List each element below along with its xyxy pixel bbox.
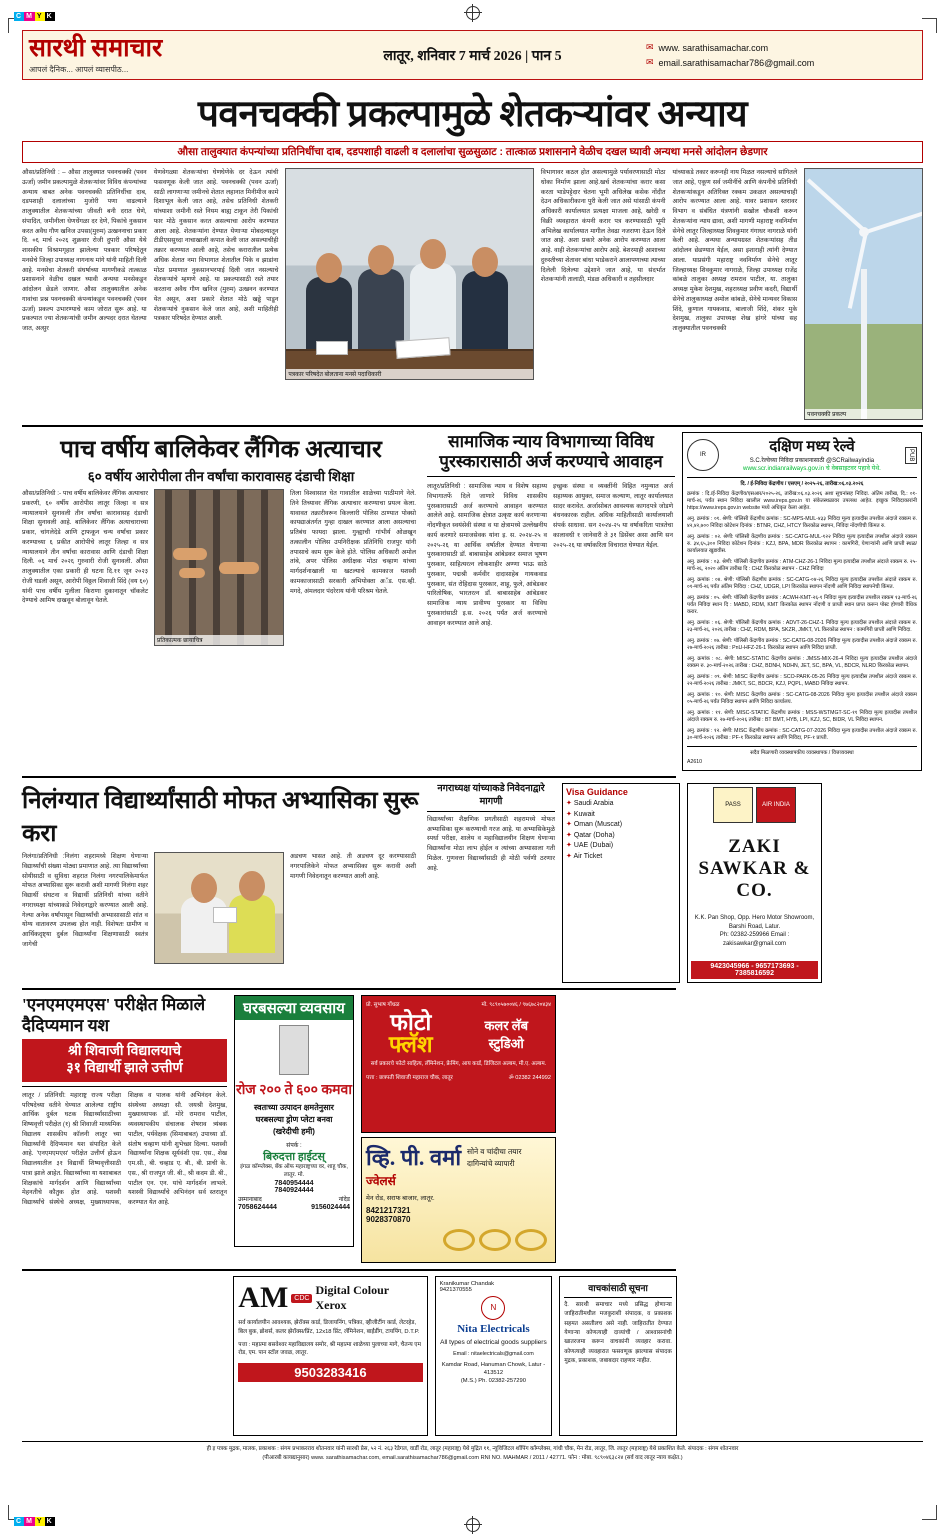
vpv-address: मेन रोड, सराफ बाजार, लातूर. — [366, 1195, 435, 1203]
ghar-city-3: नांदेड — [338, 1196, 350, 1203]
railway-intro: क्रमांक : दि./ई-निविदा केंद्रणीय/एसआर/२०२५-२६, तारीख:०६.०३.२०२६ अशा सूचनांसह निविदा. अंतिम तारीख, दि.: ०१-मार्च-२६ पर्यंत स्थान निविदा खालील www.ireps.gov.in या संकेतस्थळावर उपलब्ध आहेत. इच्छुक निविदाकारांनी https://www.ireps.gov.in website मध्ये अधिकृत केला आहेत. — [687, 490, 917, 511]
bullet-icon: ✦ — [566, 800, 572, 808]
railway-item: अनु. क्रमांक : ०१. श्रेणी: पॉलिसी केंद्रणीय क्रमांक : SC-MPS-MUL-४३३ निविदा मूल्य इत्यादीस तपशील अंदाजे रक्कम रु. ४२,४२,७०० निविदा कोटेशन दिनांक : BTNR, CHZ, HTCY किरकोळ स्थापन, निविदा नोंदणीची किंमत रु. — [687, 515, 917, 529]
cmyk-y-bottom: Y — [36, 1518, 43, 1525]
cmyk-m: M — [26, 13, 33, 20]
lamp-icon: N — [481, 1296, 505, 1320]
assault-col-1: औसा/प्रतिनिधी :- पाच वर्षीय बालिकेवर लैंगिक अत्याचार प्रकरणी, ६० वर्षीय आरोपीस लातूर जिल्हा व सत्र न्यायालयाने सुनावली तीन वर्षांचा कारावासह दंडाची शिक्षा सुनावली आहे. बालिकेवर लैंगिक अत्याचाराच्या प्रकार, चांगलेदेडे आणि ट्राफकून चन्य वर्षांचा प्रकार करण्याच्या ६ प्रकीत आरोपीचे लातूर जिल्हा व सत्र न्यायालयाने तीन वर्षांचा कारावास आणि दंडाची शिक्षा दिली. ०६ मार्च २०२६ गुरुवारी रोजी सुनावली. औसा तालुक्यातील एका प्रकारी ही घटना दि.११ जून २०२३ रोजी घडली असून, आरोपी विठ्ठल शिवाजी सिंदे (वय ६०) यांनी पाच वर्षीय मुलीला किराणा दुकानातून चॉकलेट देण्याचे आमिष दाखवून बोलावून घेतले. — [22, 490, 148, 605]
social-col-2: इच्छुक संस्था व व्यक्तींनी विहित नमुन्यात अर्ज सहाय्यक आयुक्त, समाज कल्याण, लातूर कार्यालयात सादर करावेत. अर्जासोबत आवश्यक कागदपत्रे जोडणे बंधनकारक राहील. अधिक माहितीसाठी कार्यालयाशी संपर्क साधावा. सन २०२४-२५ या वर्षाकरिता पात्रतेचा कालावधी १ जानेवारी ते ३१ डिसेंबर असा आणि सन २०२५-२६ या वर्षाकरिता विचारात घेण्यात येईल. — [553, 483, 673, 549]
memorandum-photo — [154, 852, 284, 964]
jail-photo-caption: प्रतिकात्मक छायाचित्र — [155, 635, 283, 645]
lead-col-4: यांच्याकडे तकार करूनही नाय मिळत नसल्याचे सांगितले जात आहे, एकूण सर्व जमीनींचे आणि कंपनीचे प्रतिनिधी शेतकऱ्यांकडून अतिरिक्त रक्कम उकळत असल्याचाही आरोप करण्यात आला आहे. यावर प्रशासन स्तरावर विभाग व संबंधित यंत्रणांनी सखोल चौकशी करून शेतकऱ्यांना न्याय द्यावा, अशी मागणी महाराष्ट्र नवनिर्माण सेनेचे लातूर जिल्हाध्यक्ष शिवकुमार गंगाधर नागराळे यांनी केली आहे. अन्यथा अन्यायग्रस्त शेतकऱ्यांसह तीव्र आंदोलन छेडण्यात येईल, असा इशाराही त्यांनी देण्यात आला. याप्रसंगी महाराष्ट्र नवनिर्माण सेनेचे लातूर जिल्हाध्यक्ष शिवकुमार नागराळे, जिल्हा उपाध्यक्ष राजेंद्र कांबळे तालुका अध्यक्ष रामराव पाटील, या. तालुका अध्यक्ष मुकेश देशमुख, शहराध्यक्ष प्रवीण कदरी, विद्यार्थी सेनेचे तालुकाध्यक्ष अमोल कांबळे, सेनेचे मान्यवर विकास शिंदे, कुणाल गायकवाड, बालाजी शिंदे, शंकर मुके देशमुख, तालुका उपाध्यक्ष शेख हांगरे यांच्या सह तालुक्यातील पवनचक्की — [672, 169, 798, 332]
nmms-headline: 'एनएमएमएस' परीक्षेत मिळाले दैदिप्यमान यश — [22, 995, 206, 1035]
globe-icon: ✉ — [646, 42, 654, 52]
lead-headline: पवनचक्की प्रकल्पामुळे शेतकऱ्यांवर अन्याय — [197, 94, 748, 135]
newspaper-tagline: आपलं दैनिक... आपलं व्यासपीठ... — [29, 64, 129, 74]
railway-heading: दक्षिण मध्य रेल्वे — [769, 439, 855, 455]
nita-mobile[interactable]: 9421370555 — [439, 1287, 472, 1294]
envelope-icon: ✉ — [646, 57, 654, 67]
railway-ref: A2610 — [687, 759, 703, 766]
nita-email[interactable]: Email : nitaelectricals@gmail.com — [453, 1351, 534, 1358]
divider-social — [427, 476, 675, 477]
cmyk-m-bottom: M — [26, 1518, 33, 1525]
passport-icon: PASS — [713, 787, 753, 823]
masthead-email[interactable]: email.sarathisamachar786@gmail.com — [658, 57, 815, 68]
jewellery-icon — [441, 1227, 549, 1258]
railway-website[interactable]: www.scr.indianrailways.gov.in चे वेबसाइटवर पहावे येथे. — [743, 465, 881, 473]
zaki-firm-name: ZAKI SAWKAR & CO. — [698, 835, 811, 901]
press-conference-photo — [285, 168, 533, 380]
ghar-city-2: उस्मानाबाद — [238, 1196, 262, 1203]
am-phone[interactable]: 9503283416 — [238, 1363, 422, 1382]
masthead-website[interactable]: www. sarathisamachar.com — [658, 42, 769, 53]
am-services: सर्व कार्यालयीन आवश्यक, झेरॉक्स कार्ड, डिजायनिंग, पत्रिका, व्हीजीटींग कार्ड, लेटरहेड, बिल बुक, ब्रोशर्स, कलर झेरॉक्स/प्रिंट, 12x18 प्रिंट, लॅमिनेशन, बाईंडींग, टायपिंग, D.T.P. — [238, 1320, 420, 1335]
lead-col-2: येणवेगळ्या शेतकऱ्यांचा घेणघेणेके दर देऊन त्यांची फसवणूक केली जात आहे. पवनचक्की (पवन ऊर्जा) साठी लागणाऱ्या जमीनचे शेतात लहानात मिनीमीज कामे दिशाभूल केली जात आहे, तसेच प्रतिनिधी शेतकरी यांच्याशा जमीनी रस्ते नियम बाह्य टाकून तेरी पिकांची फार मोठे नुकसान करत असल्याचा आरोप करण्यात आला आहे. शेतकऱ्यांना देण्यात येणाऱ्या मोबदल्यातून टीडीएससुध्दा नाचाखाली कपात केली जात असल्याचीही तक्रार करण्यात आली आहे, तसेच करारातील प्रत्येक अधिक शेतात नमा विभागात शेतातील पिके व झाडांना मोठा प्रमाणात नुकसानभरपाई दिली जात नसल्याचे शेतकऱ्यांचे म्हणणे आहे. या प्रकल्पासाठी रस्ते तयार करताना अवैध गौण खनिज (मुरुम) उत्खनन करण्यात येत असून, अशा प्रकारे शेतात मोठे खड्डे पाडून शेतकऱ्यांचे नुकसान केले जात आहे, अशी माहितीही पत्रकार परिषदेत देण्यात आली. — [153, 169, 279, 323]
ghar-phone-3[interactable]: 7058624444 — [238, 1203, 277, 1211]
product-icon — [279, 1025, 309, 1075]
masthead-brand — [23, 31, 305, 79]
social-story — [427, 432, 675, 771]
assault-subhead: ६० वर्षीय आरोपीला तीन वर्षांचा कारावासह दंडाची शिक्षा — [87, 469, 355, 484]
zaki-mobiles[interactable]: 9423045966 - 9657173693 - 7385816592 — [691, 961, 818, 979]
ghar-line3: (खरेदीची हमी) — [273, 1127, 315, 1137]
airindia-icon: AIR INDIA — [756, 787, 796, 823]
lead-col-1: औसा/प्रतिनिधी : – औसा तालुक्यात पवनचक्की (पवन ऊर्जा) जमीन प्रकल्पामुळे शेतकऱ्यांवर विविध कंपन्यांच्या अन्याय बाबत अनेक पवनचक्की प्रतिनिधींचा दाब, दडपशाही दलालांच्या मुजोरी पणा वाढल्याने तालुक्यातील शेतकऱ्यांच्या जीवती बनी दरात घेणे, संपादित, जमीनीला धेणधेंगळा दर देणे, पिकांचे नुकसान करत अवैध गौण खनिज उपसा(मुरुम) उत्खननाचा प्रकार दि. ०६ मार्च २०२६ शुक्रवार रोजी दुपारी औसा येथे शासकीय विश्रामगृहात झालेल्या पत्रकार परिषदेतून मनसेचे जिल्हा उपाध्यक्ष नागनाथ मांगे यांनी माहिती दिली आहे. मनसेचा शेतकरी संघर्षाच्या मागणीकडे तात्काळ प्रशासनाने वेळीच दखल घ्यावी अन्यथा मनसेकडून आंदोलन छेडले जाणार. औसा तालुक्यातील अनेक गावांचा प्रश्न पवनचक्की कंपन्यांकडून पवनचक्की (पवन ऊर्जा) प्रकल्प उभारण्याचे काम जोरात सुरू आहे. या प्रकल्पात ज्या शेतकऱ्यांची जमीन अल्पदर दरात घेतल्या जात, अत्सुर — [22, 169, 147, 332]
divider-4 — [22, 1269, 676, 1271]
railway-tender-notice — [682, 432, 922, 771]
ghar-phone-1[interactable]: 7840954444 — [274, 1179, 314, 1187]
zaki-email[interactable]: Email : zakisawkar@gmail.com — [722, 932, 790, 948]
railway-sub1: S.C.रेल्वेच्या निविदा प्रकाशनासाठी @SCRailwayindia — [749, 458, 875, 465]
cmyk-k-bottom: K — [46, 1518, 53, 1525]
cmyk-c-bottom: C — [16, 1518, 23, 1525]
vpv-title: व्हि. पी. वर्मा — [366, 1145, 462, 1171]
lead-subhead: औसा तालुक्यात कंपन्यांच्या प्रतिनिधींचा दाब, दडपशाही वाढली व दलालांचा सुळसुळाट : तात्काळ प्रशासनाने वेळीच दखल घ्यावी अन्यथा मनसे आंदोलन छेडणार — [22, 141, 923, 163]
divider-1 — [22, 425, 923, 427]
study-story — [22, 783, 420, 983]
railway-item: अनु. क्रमांक : १०. श्रेणी: MISC केंद्रणीय क्रमांक : SC-CATG-08-2026 निविदा मूल्य इत्यादीस तपशील अंदाजे रक्कम ०५-मार्च-२६ पर्यंत निविदा स्थापन आणि निविदा कार्यालय. — [687, 692, 917, 706]
ghar-line1: स्वतःच्या उत्पादन क्षमतेनुसार — [254, 1103, 334, 1113]
vpv-phone-2[interactable]: 9028370870 — [366, 1215, 411, 1225]
nmms-continued — [22, 1276, 226, 1436]
ghar-ad-title: घरबसल्या व्यवसाय — [235, 996, 353, 1020]
zaki-ad — [687, 783, 822, 983]
bullet-icon: ✦ — [566, 842, 572, 850]
visa-item: UAE (Dubai) — [573, 842, 614, 850]
visa-ad-title: Visa Guidance — [566, 787, 628, 798]
nita-prop: Kranikumar Chandak — [439, 1281, 495, 1288]
photoflash-tag-2: स्टुडिओ — [488, 1036, 524, 1052]
photoflash-brand-2: फ्लॅश — [388, 1032, 433, 1058]
am-logo-sub: Digital Colour Xerox — [315, 1283, 389, 1313]
am-xerox-ad — [233, 1276, 427, 1436]
nita-ad — [435, 1276, 553, 1436]
photoflash-address: पत्ता : छत्रपती शिवाजी महाराज चौक, लातूर — [366, 1074, 453, 1081]
pub-tag: PUB — [905, 447, 917, 463]
bullet-icon: ✦ — [566, 821, 572, 829]
jail-photo-wrap — [154, 489, 284, 646]
nita-tag: All types of electrical goods suppliers — [440, 1339, 547, 1347]
vpv-line2: दागिन्यांचे व्यापारी — [467, 1159, 515, 1169]
masthead-contact — [640, 31, 922, 79]
zaki-address: K.K. Pan Shop, Opp. Hero Motor Showroom, Barshi Road, Latur. — [694, 915, 815, 930]
railway-item: अनु. क्रमांक : ०५. श्रेणी: पॉलिसी केंद्रणीय क्रमांक : ACWH-KMT-२६-१ निविदा मूल्य इत्यादीस तपशील रक्कम १३-मार्च-२६ पर्यंत निविदा स्थान दि : MABD, RDM, KMT किरकोळ स्थापन नोंदणी व प्राप्ती स्थान प्राप्त करून पोस्ट होणारी वैधिक करार. — [687, 594, 917, 615]
cmyk-y: Y — [36, 13, 43, 20]
visa-item: Qatar (Doha) — [573, 831, 615, 839]
windmill-photo-caption: पवनचक्की प्रकल्प — [805, 409, 922, 419]
vpv-phone-1[interactable]: 8421217321 — [366, 1206, 411, 1216]
nita-phone[interactable]: (M.S.) Ph. 02382-257290 — [460, 1377, 526, 1384]
assault-col-2: तिला विश्वासात घेत गावातील शाळेच्या पाठीमागे नेले. तिने तिच्यावर लैंगिक अत्याचार करण्याचा प्रयत्न केला. यावावत तक्रारीवरून किल्लारी पोलिस ठाण्यात पोक्सो कायद्याअंतर्गत गुन्हा दाखल करण्यात आला असल्याचा प्रतिबंध फायदा झाला. गुन्ह्याची गांभीर्य ओळखून तत्कालीन पोलिस उपनिरीक्षक प्रतिनिधि राजपुर यांनी तपासाचे काम सुरू केले होते. पोलिस अधिकारी अमोल तांबे, अपर पोलिस अधीक्षक मोठा चव्हाण यांच्या मार्गदर्शनाखाली या खटल्याचे कामकाज यशस्वी कामकाजासाठी सरकारी अभियोक्ता अॅड. एस.व्ही. मगदे, अंमलदार पंदरेराय यांनी परिश्रम घेतले. — [290, 490, 416, 595]
lead-col-3: विभागावर कठल होत असल्यामुळे पर्यावरणासाठी मोठा धोका निर्माण झाला आहे.खर्च शेतकऱ्यांचा करार कसा करता भाडेपट्टेदार चेतना भूमी अधिलेख कसेक नोंदीत देउन अधिकारीकाना पुरी केली जात असे यांसाठी कंपनी अधिकारी कार्यालयात प्रत्यक्षा माजला आहे, खरेदी व विक्री व्यवहारात कंपनी करार पत्र करण्यासाठी भूमी अभिलेख कार्यालयात मागील तेवढा नजराणा देऊन दिले जात आहे. अशा प्रकारे अनेक आरोप करण्यात आला आहे. वाही शेतकऱ्यांचा आरोप आहे. बेशरमाही आशाच्या दुरुस्तीच्या शेतावर बांधा भाडेकराने आलापणाच्या त्याच्या दिलेली दिलेल्या उद्देशाने जात आहे, या संदर्भात शेतकऱ्यांनी तालाठी, मंडळ अधिकारी व तहसीलदार — [540, 169, 666, 284]
social-col-1: लातूर/प्रतिनिधी : सामाजिक न्याय व विशेष सहाय्य विभागातर्फे दिले जाणारे विविध शासकीय पुरस्कारासाठी अर्ज करण्याचे आवाहन करण्यात आलेले आहे. सामाजिक क्षेत्रात उत्कृष्ट कार्य करणाऱ्या नोंदणीकृत स्वयंसेवी संस्था व या क्षेत्रामध्ये उल्लेखनीय कार्य करणारे समाजसेवक यांना इ. स. २०२४-२५ व २०२५-२६ या आर्थिक वर्षातील देण्यात येणाऱ्या पुरस्कारासाठी डॉ. बाबासाहेब आंबेडकर समाज भूषण पुरस्कार, साहित्यरत्न लोकशाहीर अण्णा भाऊ साठे पुरस्कार, पद्मश्री कर्मवीर दादासाहेब गायकवाड पुरस्कार, संत रोहिदास पुरस्कार, शाहू, फुले, आंबेडकर पारितोषिक, भारतरत्न डॉ. बाबासाहेब आंबेडकर सामाजिक न्याय प्रावीण्य पुरस्कार या विविध पुरस्कारांसाठी इ.स. २०२६ पर्यंत अर्ज करण्याचे आवाहन करण्यात आले आहे. — [427, 483, 547, 627]
ghar-address: इंगळ कॉम्प्लेक्स, बँक ऑफ महाराष्ट्रच्या वर, शाहू चौक, लातूर. मो. — [240, 1164, 348, 1179]
cmyk-bar-top — [14, 12, 55, 21]
cmyk-c: C — [16, 13, 23, 20]
registration-mark-top — [466, 6, 480, 20]
ghar-phone-2[interactable]: 7840924444 — [274, 1186, 314, 1194]
railway-item: अनु. क्रमांक : ०७. श्रेणी: पॉलिसी केंद्रणीय क्रमांक : SC-CATG-08-2026 निविदा मूल्य इत्यादीस तपशील अंदाजे रक्कम रु. २७-मार्च-२०२६ तारीख : PnU-HFZ-26-1 किरकोळ स्थापन आणि निविदा प्राप्ती. — [687, 637, 917, 651]
bullet-icon: ✦ — [566, 831, 572, 839]
railway-item: अनु. क्रमांक : ०४. श्रेणी: पॉलिसी केंद्रणीय क्रमांक : SC-CATG-०४-२६ निविदा मूल्य इत्यादीस तपशील अंदाजे रक्कम रु. ०१-मार्च-२६ पर्यंत अंतिम निविदा : CHZ, UDGR, LPI किरकोळ स्थापन नोंदणी आणि निविदा स्थापनेची किंमत. — [687, 576, 917, 590]
lead-story-body — [22, 168, 923, 420]
visa-item: Air Ticket — [573, 852, 603, 860]
study-headline: निलंग्यात विद्यार्थ्यांसाठी मोफत अभ्यासिका सुरू करा — [22, 788, 419, 848]
windmill-photo — [804, 168, 923, 420]
visa-ad — [562, 783, 680, 983]
photoflash-services: सर्व प्रकारचे फोटो साहित्य, लॅमिनेशन, फ्रेमिंग, आय कार्ड, डिजिटल अल्बम, मी.ए. अल्बम. — [370, 1060, 547, 1067]
nita-name: Nita Electricals — [457, 1323, 530, 1336]
crop-mark-bottom-right — [922, 1505, 937, 1520]
nmms-banner-line2: ३१ विद्यार्थी झाले उत्तीर्ण — [66, 1061, 183, 1077]
ghar-ad — [234, 995, 354, 1263]
masthead — [22, 30, 923, 80]
vpv-sub: ज्वेलर्स — [366, 1174, 396, 1189]
jail-photo — [154, 489, 284, 646]
bullet-icon: ✦ — [566, 852, 572, 860]
visa-item: Kuwait — [573, 810, 595, 818]
railway-footer-note: सदैव मिळणारी व्यवस्थापकीय व्यवस्थापक / वित्तव्यवस्था — [750, 750, 854, 757]
ghar-price: रोज २०० ते ६०० कमवा — [236, 1083, 352, 1099]
rail-spacer-2 — [684, 1276, 923, 1436]
page-footer — [22, 1441, 923, 1462]
photoflash-landline[interactable]: ॐ 02382 244992 — [508, 1074, 551, 1081]
photoflash-vpv-stack — [361, 995, 556, 1263]
nmms-body: लातूर / प्रतिनिधी: महाराष्ट्र राज्य परीक्षा परिषदेच्या वतीने घेण्यात आलेल्या राष्ट्रीय आर्थिक दुर्बल घटक विद्यार्थ्यांसाठीच्या शिष्यवृत्ती परीक्षेत (१) श्री शिवाजी माध्यमिक विद्यालय शासकीय कॉलनी लातूर च्या विद्यार्थ्यांनी दैदिप्यमान यश संपादित केले आहे. 'एनएमएमएस' परीक्षेत उत्तीर्ण होऊन विद्यालयातील ३१ विद्यार्थी शिष्यवृत्तीसाठी पात्रा झाले आहेत. विद्यार्थ्यांच्या या यशाबाबत शिक्षकांचे मार्गदर्शन आणि विद्यार्थ्यांच्या मेहनतीचे कौतुक होत आहे. यशस्वी विद्यार्थ्यांचे संस्थेचे अध्यक्ष, मुख्याध्यापक, शिक्षक व पालक यांनी अभिनंदन केले. संस्थेच्या अध्यक्षा सौ. जयश्री देशमुख, मुख्याध्यापक डॉ. मोरे रामराव पाटील, व्यवस्थापकीय संचालक शेषराव त्र्यंबक पाटील, पर्यवेक्षक (सिमाबाबत) उपाध्या डॉ. संतोष चव्हाण यांनी शुभेच्छा दिल्या. यशस्वी विद्यार्थ्यांना शिक्षक सूर्यवंशी एस. एस., शेख एम.सी., बी. चव्हाड ए. बी., बी. प्राची के. एस., श्री राजपुत जी. बी., श्री कदम डी. बी., पाटील एन. एन. यांचे मार्गदर्शन लाभले. यशस्वी विद्यार्थ्यांचे अभिनंदन सर्व स्तरातून करण्यात येत आहे. — [22, 1091, 227, 1207]
newspaper-title: सारथी समाचार — [29, 34, 163, 62]
ghar-firm: बिरुदत्ता हाईटस् — [263, 1151, 325, 1164]
railway-item: अनु. क्रमांक : ११. श्रेणी: MISC-STATIC केंद्रणीय क्रमांक : MSS-WSTMGT-SC-११ निविदा मूल्य इत्यादीस तपशील अंदाजे रक्कम रु. २७-मार्च-२०२६ तारीख : BT BMT, HYB, LPI, KZJ, SC, BIDR, VL निविदा स्थापन. — [687, 710, 917, 724]
nmms-story — [22, 995, 227, 1263]
study-col-1: निलंगा/प्रतिनिधी :निलंगा शहरामध्ये शिक्षण घेणाऱ्या विद्यार्थ्यांची संख्या मोठ्या प्रमाणात आहे. त्या विद्यार्थ्यांच्या सोयीसाठी व सुविधा शहरात निलंगा नगरपालिकेमार्फत मोफत अभ्यासिका सुरू करावी अशी मागणी निलंगा शहर विद्यार्थी संघटना व विद्यार्थी प्रतिनिधी यांच्या वतीने नगराध्यक्षा यांच्याकडे निवेदनाद्वारे करण्यात आली आहे. गेल्या अनेक वर्षांपासून विद्यार्थ्यांची अभ्यासासाठी शांत व योग्य वातावरण उपलब्ध होत नाही. विशेषतः ग्रामीण व आर्थिकदृष्ट्या दुर्बल विद्यार्थ्यांना शिक्षणासाठी स्वतंत्र जागेची — [22, 853, 148, 948]
readers-note — [559, 1276, 677, 1436]
handover-photo-wrap — [154, 852, 284, 964]
nita-address: Kamdar Road, Hanuman Chowk, Latur - 413512 — [441, 1362, 546, 1377]
ghar-phone-4[interactable]: 9156024444 — [311, 1203, 350, 1211]
windmill-photo-wrap — [804, 168, 923, 420]
assault-story — [22, 432, 420, 771]
zaki-phone[interactable]: Ph: 02382-259966 — [719, 932, 770, 939]
divider-3 — [22, 988, 676, 990]
study-col-3: विद्यार्थ्यांच्या शैक्षणिक प्रगतीसाठी शहरामध्ये मोफत अभ्यासिका सुरू करण्याची गरज आहे. या अभ्यासिकेमुळे स्पर्धा परीक्षा, शालेय व महाविद्यालयीन शिक्षण घेणाऱ्या विद्यार्थ्यांना मोठा लाभ होईल व त्यांच्या अभ्यासाला गती मिळेल. गुणवत्ता विद्यार्थ्यांसाठी ही मोठी पर्वणी ठरणार आहे. — [427, 815, 555, 872]
photoflash-phones[interactable]: मो. ९८९०५७००४६ / ९७६७८२०४३४ — [481, 1002, 551, 1009]
readers-note-body: दै. सारथी समाचार मध्ये प्रसिद्ध होणाऱ्या जाहिरातीमधील मजकुराशी संपादक, व प्रकाशक सहमत असतीलच असे नाही. जाहिरातीत देण्यात येणाऱ्या कोणत्याही दाव्यांची / आश्वासनांची खातरजमा करून वाचकांनी व्यवहार करावा. कोणत्याही व्यवहारात फसवणूक झाल्यास संपादक मुद्रक, प्रकाशक, जबाबदार राहणार नाहीत. — [564, 1302, 672, 1364]
visa-item: Saudi Arabia — [573, 800, 614, 808]
indian-railways-emblem-icon: IR — [687, 439, 719, 471]
social-headline: सामाजिक न्याय विभागाच्या विविध पुरस्कारासाठी अर्ज करण्याचे आवाहन — [439, 432, 663, 471]
study-sidebar — [427, 783, 555, 983]
railway-item: अनु. क्रमांक : ०९. श्रेणी: MISC केंद्रणीय क्रमांक : SCO-PARK-05-26 निविदा मूल्य इत्यादीस तपशील अंदाजे रक्कम रु. २२-मार्च-२०२६ तारीख : JMKT, SC, BDCR, KZJ, PQPL, MABD निविदा स्थापन. — [687, 674, 917, 688]
photoflash-owner: प्रो. सुभाष गोंधळ — [366, 1002, 400, 1009]
railway-item: अनु. क्रमांक : ०३. श्रेणी: पॉलिसी केंद्रणीय क्रमांक : ATM-CHZ-26-1 निविदा मूल्य इत्यादीस तपशील अंदाजे रक्कम रु. २५-मार्च-२६, २०२० अंतिम तारीख दि : CHZ किरकोळ स्थापन - CHZ निविदा — [687, 558, 917, 572]
masthead-dateline: लातूर, शनिवार 7 मार्च 2026 | पान 5 — [383, 48, 562, 64]
study-subhead: नगराध्यक्ष यांच्याकडे निवेदनाद्वारे मागणी — [437, 784, 545, 807]
crop-mark-top-right — [922, 18, 937, 33]
ghar-contact-label: संपर्क : — [286, 1143, 302, 1150]
meeting-photo-wrap — [285, 168, 533, 420]
study-col-2: अडचण भासत आहे. ती अडचण दूर करण्यासाठी नगरपालिकेने मोफत अभ्यासिका सुरू करावी अशी मागणी निवेदनातून करण्यात आली आहे. — [290, 853, 416, 880]
vpv-line1: सोने व चांदीचा तयार — [467, 1147, 522, 1157]
nmms-banner-line1: श्री शिवाजी विद्यालयाचे — [67, 1043, 182, 1059]
cdc-badge: CDC — [291, 1294, 312, 1303]
am-address: पत्ता : महात्मा बसवेश्वर महाविद्यालय समोर, श्री महात्मा शाळेच्या पुलाच्या मागे, चैतन्य एम रोड, एम. पान स्टॉल जवळ, लातूर. — [238, 1341, 421, 1357]
cmyk-k: K — [46, 13, 53, 20]
photoflash-brand-1: फोटो — [390, 1010, 432, 1036]
railway-item: अनु. क्रमांक : ०६. श्रेणी: पॉलिसी केंद्रणीय क्रमांक : ADVT-26-CHZ-1 निविदा मूल्य इत्यादीस तपशील अंदाजे रक्कम रु. २३-मार्च-२६, २०२६ तारीख : CHZ, RDM, BPA, SKZR, JMKT, VL किरकोळ स्थापन : कामगिरी प्राप्ती आणि निविदा. — [687, 619, 917, 633]
am-logo: AM — [238, 1281, 289, 1315]
visa-item: Oman (Muscat) — [573, 821, 623, 829]
rail-spacer — [563, 995, 803, 1263]
readers-note-title: वाचकांसाठी सूचना — [588, 1283, 648, 1294]
registration-mark-bottom — [466, 1518, 480, 1532]
footer-line-1: ही इ पत्रक मुद्रक, मालक, प्रकाशक : संगम प्रभाकरराव शोतनवार यांनी सारथी प्रेस, ५२ नं. २६३ रेडेगल, वार्डी रोड, लातूर (महाराष्ट्र) येथे मुद्रित ११, न्यूविजिटल शॉपिंग कॉम्प्लेक्स, गांधी चौक, मेन रोड, लातूर, जि. लातूर (महाराष्ट्र) येथे प्रकाशित केले. संपादक : संगम शोतनवार — [206, 1446, 739, 1453]
meeting-photo-caption: पत्रकार परिषदेत बोलताना मनसे पदाधिकारी — [286, 369, 532, 379]
railway-line-right: दि. / ई-निविदा केंद्रणीय / एसएम् / २०२५-२६, तारीख:०६.०३.२०२६ — [740, 480, 864, 487]
footer-line-2: (पीआरबी कायद्यानुसार) www. sarathisamachar.com, email.sarathisamachar786@gmail.com RNI NO. MAHMAR / 2011 / 42771. फोन : मोबा. ९८९०४६३८२४ (सर्व वाद लातूर न्याय कक्षेत.) — [262, 1454, 683, 1461]
bullet-icon: ✦ — [566, 810, 572, 818]
ghar-line2: घरबसल्या ड्रोण प्लेटा बनवा — [255, 1115, 333, 1125]
cmyk-bar-bottom — [14, 1517, 55, 1526]
assault-headline: पाच वर्षीय बालिकेवर लैंगिक अत्याचार — [60, 437, 382, 463]
photoflash-tag-1: कलर लॅब — [484, 1018, 529, 1034]
railway-item: अनु. क्रमांक : १२. श्रेणी: MISC केंद्रणीय क्रमांक : SC-CATG-07-2026 निविदा मूल्य इत्यादीस तपशील अंदाजे रक्कम रु. ३०-मार्च-२०२६ तारीख : PF-१ किरकोळ स्थापन आणि निविदा, PF-१ प्राप्ती. — [687, 728, 917, 742]
railway-item: अनु. क्रमांक : ०८. श्रेणी: MISC-STATIC केंद्रणीय क्रमांक : JMSS-MIX-26-4 निविदा मूल्य इत्यादीस तपशील अंदाजे रक्कम रु. ३०-मार्च-२०२६ तारीख : CHZ, BDNH, NDHN, JET, SC, BPA, VL, BDCR, NLRD किरकोळ स्थापन. — [687, 656, 917, 670]
divider-2 — [22, 776, 676, 778]
railway-item: अनु. क्रमांक : ०२. श्रेणी: पॉलिसी केंद्रणीय क्रमांक : SC-CATG-MUL-१२२ निविदा मूल्य इत्यादीस तपशील अंदाजे रक्कम रु. ३४,६५,३०० निविदा कोटेशन दिनांक : KZJ, BPA, MDR किरकोळ स्थापन : कामगिरी, येणाऱ्यांनी आणि प्राप्ती स्थळ/कार्यालयात खुडावीस. — [687, 533, 917, 554]
